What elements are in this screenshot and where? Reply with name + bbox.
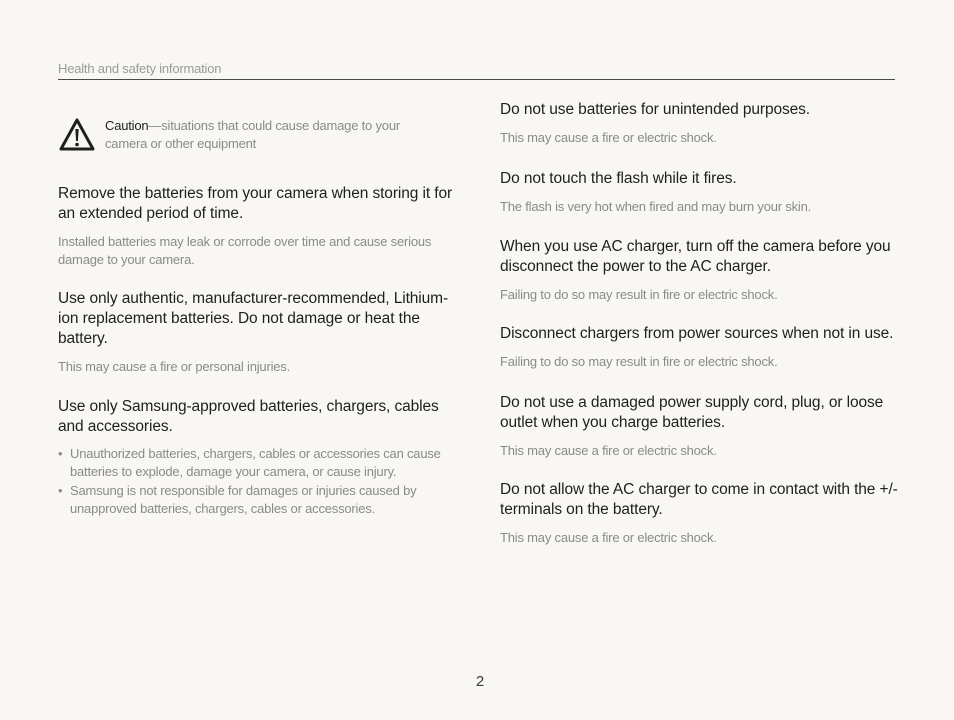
safety-description: This may cause a fire or personal injuries. — [58, 359, 291, 374]
safety-item — [58, 184, 458, 269]
safety-item — [500, 480, 900, 547]
safety-heading: Do not touch the flash while it fires. — [500, 170, 737, 187]
bullet-text: Unauthorized batteries, chargers, cables or accessories can cause batteries to explode, damage your camera, or cause injury. — [70, 446, 441, 479]
safety-item — [58, 289, 458, 376]
bullet-icon: • — [58, 446, 63, 461]
safety-item — [500, 100, 900, 147]
caution-note — [58, 117, 418, 153]
safety-heading: Disconnect chargers from power sources when not in use. — [500, 325, 894, 342]
safety-heading: Remove the batteries from your camera when storing it for an extended period of time. — [58, 185, 453, 222]
header-divider — [58, 79, 895, 80]
caution-text-block — [105, 117, 418, 153]
safety-item — [500, 237, 900, 304]
safety-description: This may cause a fire or electric shock. — [500, 443, 717, 458]
safety-bullet-list — [58, 445, 453, 518]
caution-description: —situations that could cause damage to your camera or other equipment — [105, 118, 400, 151]
safety-item — [500, 324, 900, 371]
safety-heading: Do not allow the AC charger to come in contact with the +/- terminals on the battery. — [500, 481, 898, 518]
safety-description: The flash is very hot when fired and may burn your skin. — [500, 199, 812, 214]
safety-heading: Use only authentic, manufacturer-recommended, Lithium-ion replacement batteries. Do not damage or heat the battery. — [58, 290, 449, 347]
safety-description: Failing to do so may result in fire or electric shock. — [500, 354, 778, 369]
safety-item — [500, 393, 900, 460]
safety-heading: Do not use a damaged power supply cord, plug, or loose outlet when you charge batteries. — [500, 394, 884, 431]
safety-description: Installed batteries may leak or corrode over time and cause serious damage to your camera. — [58, 234, 432, 267]
safety-item — [500, 169, 900, 216]
list-item — [58, 445, 453, 481]
safety-item — [58, 397, 453, 519]
list-item — [58, 482, 453, 518]
bullet-icon: • — [58, 483, 63, 498]
safety-description: This may cause a fire or electric shock. — [500, 530, 717, 545]
warning-triangle-icon — [58, 117, 96, 153]
page-number: 2 — [475, 673, 485, 690]
section-title: Health and safety information — [58, 61, 222, 76]
safety-description: This may cause a fire or electric shock. — [500, 130, 717, 145]
caution-label: Caution — [105, 118, 149, 133]
safety-heading: When you use AC charger, turn off the camera before you disconnect the power to the AC charger. — [500, 238, 891, 275]
safety-description: Failing to do so may result in fire or electric shock. — [500, 287, 778, 302]
safety-heading: Use only Samsung-approved batteries, chargers, cables and accessories. — [58, 398, 439, 435]
bullet-text: Samsung is not responsible for damages or injuries caused by unapproved batteries, chargers, cables or accessories. — [70, 483, 417, 516]
safety-heading: Do not use batteries for unintended purposes. — [500, 101, 811, 118]
